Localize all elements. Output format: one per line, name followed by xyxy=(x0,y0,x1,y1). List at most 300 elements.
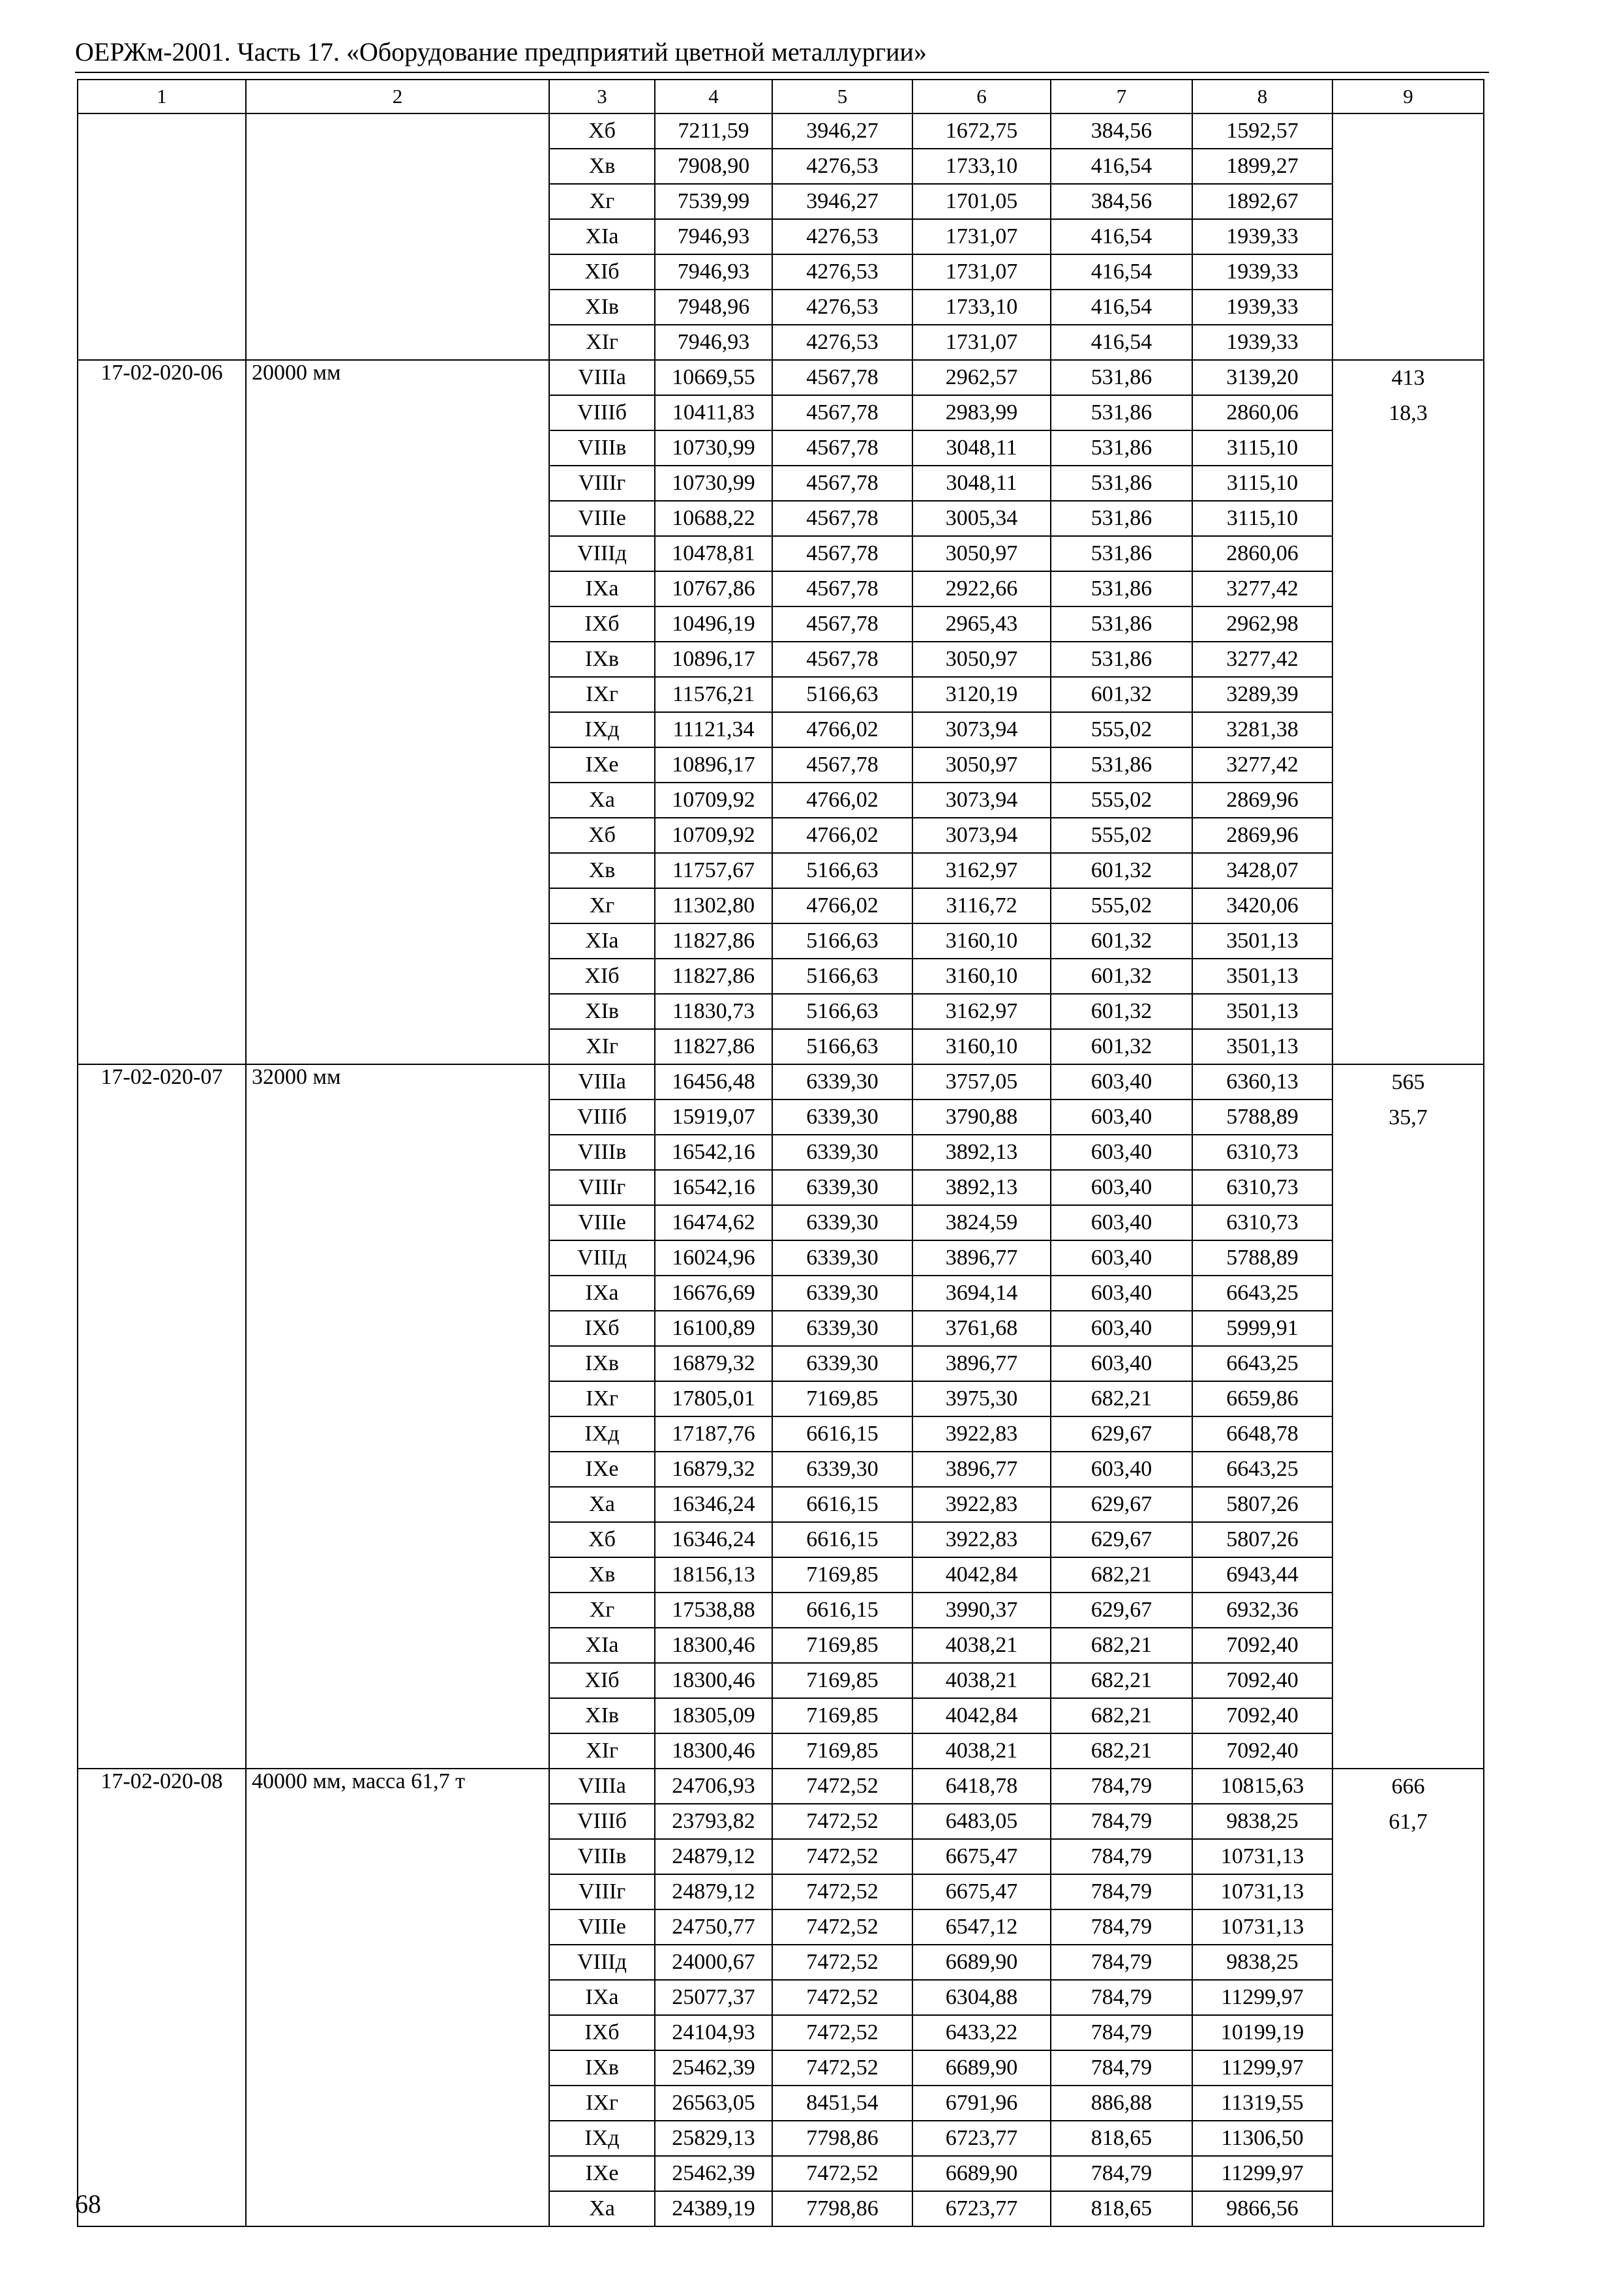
value-cell: 4276,53 xyxy=(772,325,912,360)
value-cell: 6339,30 xyxy=(772,1276,912,1311)
value-cell: 9838,25 xyxy=(1192,1804,1332,1839)
value-cell: 1939,33 xyxy=(1192,325,1332,360)
value-cell: 416,54 xyxy=(1051,254,1192,290)
value-cell: 24389,19 xyxy=(655,2191,772,2226)
value-cell: 531,86 xyxy=(1051,606,1192,642)
value-cell: 6791,96 xyxy=(912,2086,1051,2121)
value-cell: 8451,54 xyxy=(772,2086,912,2121)
value-cell: 4766,02 xyxy=(772,888,912,923)
value-cell: 3115,10 xyxy=(1192,430,1332,466)
region-cell: ХIа xyxy=(549,1628,655,1663)
region-cell: Хб xyxy=(549,1522,655,1557)
value-cell: 16542,16 xyxy=(655,1135,772,1170)
value-cell: 603,40 xyxy=(1051,1240,1192,1276)
value-cell: 16879,32 xyxy=(655,1346,772,1381)
labor-cell xyxy=(1332,1769,1484,2226)
value-cell: 4567,78 xyxy=(772,642,912,677)
value-cell: 6310,73 xyxy=(1192,1170,1332,1205)
value-cell: 6339,30 xyxy=(772,1205,912,1240)
value-cell: 16100,89 xyxy=(655,1311,772,1346)
value-cell: 7472,52 xyxy=(772,2050,912,2086)
region-cell: IХв xyxy=(549,2050,655,2086)
value-cell: 3139,20 xyxy=(1192,360,1332,395)
region-cell: VIIIб xyxy=(549,1804,655,1839)
column-number-8: 8 xyxy=(1192,80,1332,113)
value-cell: 531,86 xyxy=(1051,430,1192,466)
region-cell: VIIIв xyxy=(549,1839,655,1874)
value-cell: 603,40 xyxy=(1051,1276,1192,1311)
value-cell: 531,86 xyxy=(1051,466,1192,501)
value-cell: 7169,85 xyxy=(772,1663,912,1698)
value-cell: 3050,97 xyxy=(912,747,1051,783)
value-cell: 3501,13 xyxy=(1192,1029,1332,1064)
value-cell: 531,86 xyxy=(1051,642,1192,677)
value-cell: 818,65 xyxy=(1051,2191,1192,2226)
value-cell: 23793,82 xyxy=(655,1804,772,1839)
value-cell: 3048,11 xyxy=(912,466,1051,501)
region-cell: VIIIд xyxy=(549,536,655,571)
value-cell: 784,79 xyxy=(1051,1839,1192,1874)
rate-code-cell: 17-02-020-07 xyxy=(78,1064,246,1769)
region-cell: IХе xyxy=(549,2156,655,2191)
value-cell: 6339,30 xyxy=(772,1240,912,1276)
value-cell: 4276,53 xyxy=(772,219,912,254)
value-cell: 4038,21 xyxy=(912,1628,1051,1663)
value-cell: 5166,63 xyxy=(772,1029,912,1064)
value-cell: 24879,12 xyxy=(655,1839,772,1874)
value-cell: 601,32 xyxy=(1051,1029,1192,1064)
value-cell: 3160,10 xyxy=(912,959,1051,994)
column-number-row xyxy=(78,80,1484,113)
value-cell: 682,21 xyxy=(1051,1698,1192,1733)
value-cell: 24104,93 xyxy=(655,2015,772,2050)
value-cell: 603,40 xyxy=(1051,1205,1192,1240)
value-cell: 2983,99 xyxy=(912,395,1051,430)
value-cell: 11299,97 xyxy=(1192,1980,1332,2015)
value-cell: 10767,86 xyxy=(655,571,772,606)
value-cell: 555,02 xyxy=(1051,712,1192,747)
value-cell: 18300,46 xyxy=(655,1663,772,1698)
value-cell: 7169,85 xyxy=(772,1628,912,1663)
value-cell: 7169,85 xyxy=(772,1381,912,1416)
page-number: 68 xyxy=(75,2189,101,2219)
value-cell: 18300,46 xyxy=(655,1628,772,1663)
region-cell: VIIIг xyxy=(549,1170,655,1205)
rate-code-cell: 17-02-020-08 xyxy=(78,1769,246,2226)
value-cell: 3501,13 xyxy=(1192,994,1332,1029)
region-cell: VIIIа xyxy=(549,1769,655,1804)
value-cell: 7472,52 xyxy=(772,1909,912,1945)
value-cell: 531,86 xyxy=(1051,536,1192,571)
value-cell: 25829,13 xyxy=(655,2121,772,2156)
value-cell: 784,79 xyxy=(1051,2015,1192,2050)
price-table xyxy=(77,79,1484,2227)
value-cell: 11830,73 xyxy=(655,994,772,1029)
value-cell: 629,67 xyxy=(1051,1593,1192,1628)
value-cell: 11319,55 xyxy=(1192,2086,1332,2121)
value-cell: 18156,13 xyxy=(655,1557,772,1593)
value-cell: 1701,05 xyxy=(912,184,1051,219)
value-cell: 6643,25 xyxy=(1192,1276,1332,1311)
labor-value: 61,7 xyxy=(1389,1810,1428,1834)
value-cell: 886,88 xyxy=(1051,2086,1192,2121)
value-cell: 1892,67 xyxy=(1192,184,1332,219)
value-cell: 1592,57 xyxy=(1192,113,1332,149)
value-cell: 555,02 xyxy=(1051,818,1192,853)
region-cell: VIIIд xyxy=(549,1240,655,1276)
value-cell: 1733,10 xyxy=(912,149,1051,184)
region-cell: IХе xyxy=(549,747,655,783)
value-cell: 17187,76 xyxy=(655,1416,772,1452)
value-cell: 4038,21 xyxy=(912,1663,1051,1698)
region-cell: VIIIе xyxy=(549,1909,655,1945)
value-cell: 3946,27 xyxy=(772,184,912,219)
rate-name-cell: 20000 мм xyxy=(246,360,549,1064)
value-cell: 531,86 xyxy=(1051,360,1192,395)
value-cell: 6418,78 xyxy=(912,1769,1051,1804)
value-cell: 603,40 xyxy=(1051,1135,1192,1170)
value-cell: 3073,94 xyxy=(912,783,1051,818)
value-cell: 4567,78 xyxy=(772,536,912,571)
value-cell: 5166,63 xyxy=(772,923,912,959)
value-cell: 531,86 xyxy=(1051,395,1192,430)
rate-code-cell: 17-02-020-06 xyxy=(78,360,246,1064)
page-header: ОЕРЖм-2001. Часть 17. «Оборудование предприятий цветной металлургии» xyxy=(75,37,927,67)
value-cell: 6360,13 xyxy=(1192,1064,1332,1100)
value-cell: 6616,15 xyxy=(772,1416,912,1452)
labor-value: 18,3 xyxy=(1389,401,1428,425)
value-cell: 6689,90 xyxy=(912,2050,1051,2086)
value-cell: 24706,93 xyxy=(655,1769,772,1804)
value-cell: 7472,52 xyxy=(772,1945,912,1980)
value-cell: 4567,78 xyxy=(772,747,912,783)
value-cell: 1731,07 xyxy=(912,219,1051,254)
value-cell: 3162,97 xyxy=(912,853,1051,888)
value-cell: 11757,67 xyxy=(655,853,772,888)
value-cell: 1939,33 xyxy=(1192,219,1332,254)
value-cell: 784,79 xyxy=(1051,1909,1192,1945)
region-cell: ХIа xyxy=(549,219,655,254)
value-cell: 2860,06 xyxy=(1192,536,1332,571)
column-number-1: 1 xyxy=(78,80,246,113)
region-cell: ХIв xyxy=(549,994,655,1029)
region-cell: VIIIг xyxy=(549,466,655,501)
value-cell: 25077,37 xyxy=(655,1980,772,2015)
value-cell: 17805,01 xyxy=(655,1381,772,1416)
region-cell: IХа xyxy=(549,1276,655,1311)
value-cell: 6675,47 xyxy=(912,1874,1051,1909)
value-cell: 3073,94 xyxy=(912,818,1051,853)
value-cell: 7539,99 xyxy=(655,184,772,219)
rate-code-cell xyxy=(78,113,246,360)
region-cell: Хг xyxy=(549,888,655,923)
value-cell: 3277,42 xyxy=(1192,642,1332,677)
region-cell: Ха xyxy=(549,783,655,818)
value-cell: 10731,13 xyxy=(1192,1874,1332,1909)
value-cell: 6689,90 xyxy=(912,1945,1051,1980)
rate-name-cell: 40000 мм, масса 61,7 т xyxy=(246,1769,549,2226)
value-cell: 416,54 xyxy=(1051,325,1192,360)
value-cell: 7472,52 xyxy=(772,1874,912,1909)
value-cell: 5166,63 xyxy=(772,853,912,888)
region-cell: ХIв xyxy=(549,1698,655,1733)
value-cell: 10709,92 xyxy=(655,818,772,853)
value-cell: 18300,46 xyxy=(655,1733,772,1769)
value-cell: 601,32 xyxy=(1051,959,1192,994)
value-cell: 3289,39 xyxy=(1192,677,1332,712)
value-cell: 3115,10 xyxy=(1192,466,1332,501)
value-cell: 18305,09 xyxy=(655,1698,772,1733)
value-cell: 3790,88 xyxy=(912,1100,1051,1135)
region-cell: Хв xyxy=(549,149,655,184)
value-cell: 531,86 xyxy=(1051,501,1192,536)
value-cell: 7092,40 xyxy=(1192,1698,1332,1733)
region-cell: IХг xyxy=(549,677,655,712)
value-cell: 1731,07 xyxy=(912,254,1051,290)
value-cell: 6723,77 xyxy=(912,2191,1051,2226)
value-cell: 629,67 xyxy=(1051,1416,1192,1452)
value-cell: 818,65 xyxy=(1051,2121,1192,2156)
region-cell: IХа xyxy=(549,1980,655,2015)
value-cell: 603,40 xyxy=(1051,1064,1192,1100)
value-cell: 11299,97 xyxy=(1192,2050,1332,2086)
region-cell: VIIIе xyxy=(549,1205,655,1240)
value-cell: 4567,78 xyxy=(772,395,912,430)
value-cell: 784,79 xyxy=(1051,1980,1192,2015)
value-cell: 6648,78 xyxy=(1192,1416,1332,1452)
value-cell: 26563,05 xyxy=(655,2086,772,2121)
region-cell: VIIIв xyxy=(549,1135,655,1170)
value-cell: 11302,80 xyxy=(655,888,772,923)
value-cell: 6723,77 xyxy=(912,2121,1051,2156)
value-cell: 10199,19 xyxy=(1192,2015,1332,2050)
value-cell: 6616,15 xyxy=(772,1522,912,1557)
value-cell: 24879,12 xyxy=(655,1874,772,1909)
value-cell: 10730,99 xyxy=(655,430,772,466)
value-cell: 531,86 xyxy=(1051,571,1192,606)
value-cell: 3922,83 xyxy=(912,1416,1051,1452)
value-cell: 682,21 xyxy=(1051,1381,1192,1416)
value-cell: 7472,52 xyxy=(772,1980,912,2015)
region-cell: VIIIг xyxy=(549,1874,655,1909)
rate-name-cell: 32000 мм xyxy=(246,1064,549,1769)
region-cell: IХв xyxy=(549,642,655,677)
column-number-3: 3 xyxy=(549,80,655,113)
value-cell: 7472,52 xyxy=(772,1769,912,1804)
value-cell: 784,79 xyxy=(1051,1874,1192,1909)
value-cell: 2860,06 xyxy=(1192,395,1332,430)
value-cell: 4038,21 xyxy=(912,1733,1051,1769)
value-cell: 3501,13 xyxy=(1192,959,1332,994)
value-cell: 3922,83 xyxy=(912,1487,1051,1522)
value-cell: 531,86 xyxy=(1051,747,1192,783)
value-cell: 16879,32 xyxy=(655,1452,772,1487)
value-cell: 3420,06 xyxy=(1192,888,1332,923)
value-cell: 6943,44 xyxy=(1192,1557,1332,1593)
region-cell: IХб xyxy=(549,606,655,642)
value-cell: 10731,13 xyxy=(1192,1909,1332,1945)
region-cell: Ха xyxy=(549,2191,655,2226)
table-body xyxy=(78,113,1484,2226)
value-cell: 7169,85 xyxy=(772,1698,912,1733)
value-cell: 6339,30 xyxy=(772,1170,912,1205)
value-cell: 5788,89 xyxy=(1192,1240,1332,1276)
value-cell: 4567,78 xyxy=(772,360,912,395)
value-cell: 11121,34 xyxy=(655,712,772,747)
region-cell: VIIIа xyxy=(549,360,655,395)
value-cell: 6433,22 xyxy=(912,2015,1051,2050)
value-cell: 3050,97 xyxy=(912,536,1051,571)
rate-name-cell xyxy=(246,113,549,360)
labor-value: 666 xyxy=(1391,1774,1425,1799)
region-cell: IХд xyxy=(549,2121,655,2156)
value-cell: 1899,27 xyxy=(1192,149,1332,184)
value-cell: 7169,85 xyxy=(772,1557,912,1593)
value-cell: 682,21 xyxy=(1051,1733,1192,1769)
value-cell: 5807,26 xyxy=(1192,1487,1332,1522)
value-cell: 6304,88 xyxy=(912,1980,1051,2015)
value-cell: 601,32 xyxy=(1051,994,1192,1029)
value-cell: 3896,77 xyxy=(912,1346,1051,1381)
value-cell: 2962,98 xyxy=(1192,606,1332,642)
region-cell: IХб xyxy=(549,1311,655,1346)
labor-value: 413 xyxy=(1391,366,1425,390)
column-number-7: 7 xyxy=(1051,80,1192,113)
value-cell: 10411,83 xyxy=(655,395,772,430)
value-cell: 3975,30 xyxy=(912,1381,1051,1416)
value-cell: 4766,02 xyxy=(772,818,912,853)
value-cell: 4567,78 xyxy=(772,466,912,501)
value-cell: 10815,63 xyxy=(1192,1769,1332,1804)
value-cell: 9838,25 xyxy=(1192,1945,1332,1980)
value-cell: 7472,52 xyxy=(772,2015,912,2050)
value-cell: 4567,78 xyxy=(772,571,912,606)
region-cell: IХв xyxy=(549,1346,655,1381)
value-cell: 4042,84 xyxy=(912,1698,1051,1733)
value-cell: 7472,52 xyxy=(772,1804,912,1839)
value-cell: 7948,96 xyxy=(655,290,772,325)
value-cell: 603,40 xyxy=(1051,1452,1192,1487)
value-cell: 682,21 xyxy=(1051,1628,1192,1663)
value-cell: 3005,34 xyxy=(912,501,1051,536)
region-cell: Хв xyxy=(549,853,655,888)
value-cell: 6339,30 xyxy=(772,1346,912,1381)
value-cell: 6547,12 xyxy=(912,1909,1051,1945)
value-cell: 3892,13 xyxy=(912,1135,1051,1170)
value-cell: 6659,86 xyxy=(1192,1381,1332,1416)
value-cell: 16456,48 xyxy=(655,1064,772,1100)
value-cell: 3048,11 xyxy=(912,430,1051,466)
value-cell: 10731,13 xyxy=(1192,1839,1332,1874)
value-cell: 416,54 xyxy=(1051,149,1192,184)
value-cell: 7946,93 xyxy=(655,254,772,290)
value-cell: 10669,55 xyxy=(655,360,772,395)
value-cell: 4276,53 xyxy=(772,254,912,290)
value-cell: 4766,02 xyxy=(772,783,912,818)
value-cell: 25462,39 xyxy=(655,2050,772,2086)
value-cell: 3162,97 xyxy=(912,994,1051,1029)
value-cell: 10730,99 xyxy=(655,466,772,501)
value-cell: 603,40 xyxy=(1051,1346,1192,1381)
value-cell: 4042,84 xyxy=(912,1557,1051,1593)
value-cell: 7092,40 xyxy=(1192,1663,1332,1698)
column-number-5: 5 xyxy=(772,80,912,113)
value-cell: 3896,77 xyxy=(912,1240,1051,1276)
value-cell: 784,79 xyxy=(1051,1945,1192,1980)
value-cell: 682,21 xyxy=(1051,1663,1192,1698)
value-cell: 11306,50 xyxy=(1192,2121,1332,2156)
value-cell: 5999,91 xyxy=(1192,1311,1332,1346)
region-cell: ХIб xyxy=(549,959,655,994)
region-cell: IХе xyxy=(549,1452,655,1487)
table-row xyxy=(78,1064,1484,1100)
value-cell: 2965,43 xyxy=(912,606,1051,642)
value-cell: 784,79 xyxy=(1051,1769,1192,1804)
value-cell: 10709,92 xyxy=(655,783,772,818)
value-cell: 3428,07 xyxy=(1192,853,1332,888)
value-cell: 5807,26 xyxy=(1192,1522,1332,1557)
value-cell: 6616,15 xyxy=(772,1487,912,1522)
value-cell: 2922,66 xyxy=(912,571,1051,606)
value-cell: 6310,73 xyxy=(1192,1135,1332,1170)
value-cell: 6310,73 xyxy=(1192,1205,1332,1240)
value-cell: 15919,07 xyxy=(655,1100,772,1135)
value-cell: 7908,90 xyxy=(655,149,772,184)
value-cell: 4276,53 xyxy=(772,149,912,184)
value-cell: 4276,53 xyxy=(772,290,912,325)
region-cell: Хб xyxy=(549,113,655,149)
value-cell: 3694,14 xyxy=(912,1276,1051,1311)
value-cell: 6339,30 xyxy=(772,1064,912,1100)
value-cell: 7169,85 xyxy=(772,1733,912,1769)
value-cell: 4567,78 xyxy=(772,501,912,536)
table-row xyxy=(78,113,1484,149)
value-cell: 5166,63 xyxy=(772,959,912,994)
value-cell: 3990,37 xyxy=(912,1593,1051,1628)
value-cell: 601,32 xyxy=(1051,853,1192,888)
region-cell: VIIIб xyxy=(549,395,655,430)
value-cell: 555,02 xyxy=(1051,783,1192,818)
value-cell: 3120,19 xyxy=(912,677,1051,712)
value-cell: 10496,19 xyxy=(655,606,772,642)
value-cell: 3116,72 xyxy=(912,888,1051,923)
value-cell: 3922,83 xyxy=(912,1522,1051,1557)
region-cell: Хг xyxy=(549,184,655,219)
labor-cell xyxy=(1332,360,1484,1064)
region-cell: ХIг xyxy=(549,1029,655,1064)
region-cell: ХIб xyxy=(549,254,655,290)
value-cell: 11827,86 xyxy=(655,959,772,994)
value-cell: 3160,10 xyxy=(912,923,1051,959)
region-cell: VIIIб xyxy=(549,1100,655,1135)
value-cell: 24000,67 xyxy=(655,1945,772,1980)
value-cell: 601,32 xyxy=(1051,923,1192,959)
value-cell: 10896,17 xyxy=(655,747,772,783)
value-cell: 6339,30 xyxy=(772,1100,912,1135)
value-cell: 784,79 xyxy=(1051,2156,1192,2191)
value-cell: 6339,30 xyxy=(772,1452,912,1487)
value-cell: 1939,33 xyxy=(1192,254,1332,290)
value-cell: 601,32 xyxy=(1051,677,1192,712)
value-cell: 6643,25 xyxy=(1192,1346,1332,1381)
value-cell: 7092,40 xyxy=(1192,1628,1332,1663)
value-cell: 2869,96 xyxy=(1192,783,1332,818)
region-cell: VIIIа xyxy=(549,1064,655,1100)
value-cell: 384,56 xyxy=(1051,184,1192,219)
value-cell: 6932,36 xyxy=(1192,1593,1332,1628)
value-cell: 7798,86 xyxy=(772,2191,912,2226)
value-cell: 603,40 xyxy=(1051,1311,1192,1346)
